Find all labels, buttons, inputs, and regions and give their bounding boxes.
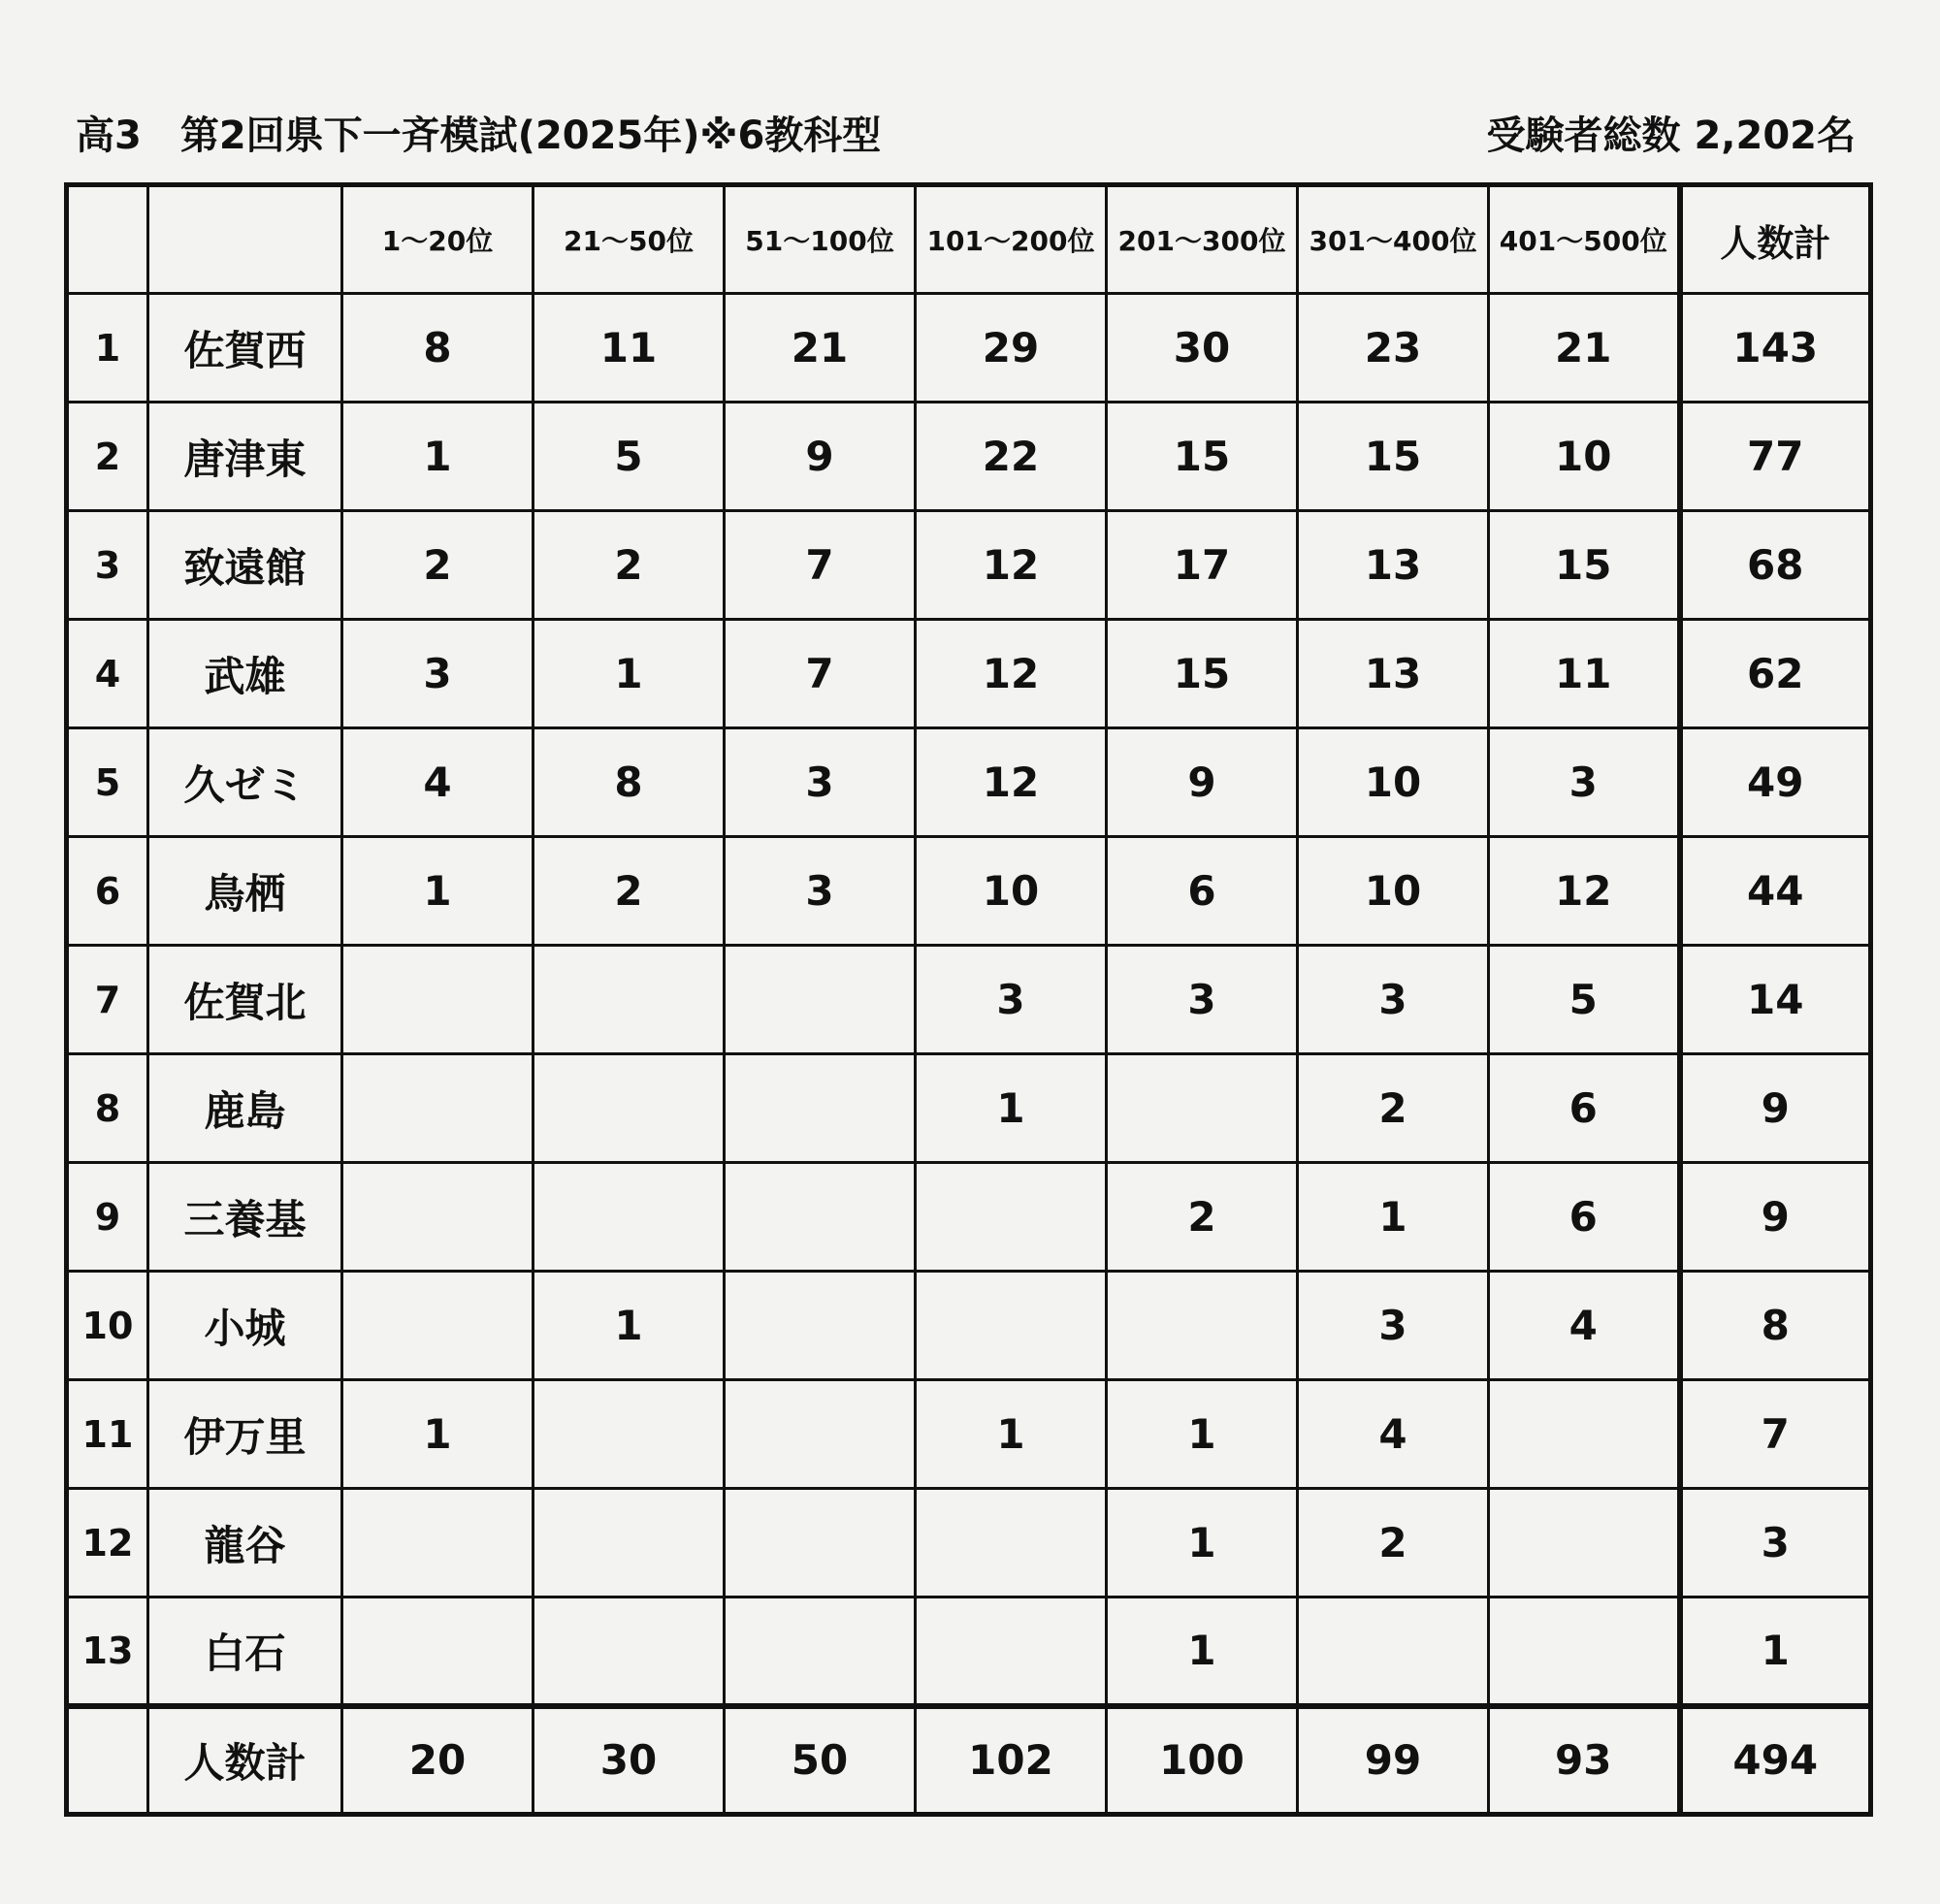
count-cell: 1 — [534, 620, 725, 728]
row-total-cell: 143 — [1680, 294, 1871, 403]
school-cell: 久ゼミ — [148, 728, 342, 837]
count-cell: 3 — [1489, 728, 1680, 837]
count-cell: 6 — [1107, 837, 1298, 946]
column-header-21-50: 21～50位 — [534, 185, 725, 294]
count-cell: 15 — [1489, 511, 1680, 620]
count-cell: 10 — [1298, 837, 1489, 946]
rank-cell: 7 — [67, 946, 148, 1054]
count-cell: 1 — [534, 1272, 725, 1380]
table-row — [67, 1380, 1871, 1489]
table-row — [67, 1272, 1871, 1380]
count-cell: 3 — [1107, 946, 1298, 1054]
count-cell — [1489, 1597, 1680, 1706]
row-total-cell: 1 — [1680, 1597, 1871, 1706]
rank-cell: 12 — [67, 1489, 148, 1597]
count-cell: 1 — [1107, 1380, 1298, 1489]
count-cell: 8 — [534, 728, 725, 837]
row-total-cell: 14 — [1680, 946, 1871, 1054]
table-row — [67, 1597, 1871, 1706]
school-cell: 佐賀北 — [148, 946, 342, 1054]
totals-row — [67, 1706, 1871, 1815]
count-cell — [916, 1163, 1107, 1272]
table-row — [67, 620, 1871, 728]
count-cell: 2 — [1298, 1489, 1489, 1597]
count-cell: 2 — [534, 837, 725, 946]
count-cell: 9 — [725, 403, 916, 511]
count-cell — [534, 1054, 725, 1163]
count-cell — [1298, 1597, 1489, 1706]
count-cell: 11 — [1489, 620, 1680, 728]
column-header-401-500: 401～500位 — [1489, 185, 1680, 294]
rank-cell: 2 — [67, 403, 148, 511]
count-cell: 23 — [1298, 294, 1489, 403]
count-cell — [342, 1489, 534, 1597]
count-cell — [534, 1163, 725, 1272]
count-cell: 13 — [1298, 511, 1489, 620]
count-cell — [342, 946, 534, 1054]
count-cell: 1 — [342, 1380, 534, 1489]
count-cell — [1107, 1054, 1298, 1163]
school-cell: 鹿島 — [148, 1054, 342, 1163]
rank-cell: 6 — [67, 837, 148, 946]
school-cell: 武雄 — [148, 620, 342, 728]
count-cell — [725, 1054, 916, 1163]
count-cell: 22 — [916, 403, 1107, 511]
count-cell — [1489, 1489, 1680, 1597]
table-row — [67, 1054, 1871, 1163]
count-cell: 17 — [1107, 511, 1298, 620]
count-cell: 4 — [1489, 1272, 1680, 1380]
table-row — [67, 837, 1871, 946]
rank-cell: 8 — [67, 1054, 148, 1163]
school-cell: 伊万里 — [148, 1380, 342, 1489]
totals-label-cell: 人数計 — [148, 1706, 342, 1815]
row-total-cell: 9 — [1680, 1163, 1871, 1272]
table-row — [67, 403, 1871, 511]
count-cell: 10 — [1489, 403, 1680, 511]
rank-cell: 5 — [67, 728, 148, 837]
count-cell — [342, 1597, 534, 1706]
count-cell — [534, 1597, 725, 1706]
count-cell: 4 — [342, 728, 534, 837]
school-cell: 小城 — [148, 1272, 342, 1380]
count-cell: 12 — [916, 728, 1107, 837]
count-cell: 15 — [1107, 620, 1298, 728]
count-cell: 13 — [1298, 620, 1489, 728]
column-header-school — [148, 185, 342, 294]
row-total-cell: 49 — [1680, 728, 1871, 837]
count-cell: 29 — [916, 294, 1107, 403]
count-cell: 4 — [1298, 1380, 1489, 1489]
count-cell: 10 — [1298, 728, 1489, 837]
totals-rank-cell — [67, 1706, 148, 1815]
totals-count-cell: 30 — [534, 1706, 725, 1815]
count-cell: 2 — [1107, 1163, 1298, 1272]
count-cell: 3 — [1298, 1272, 1489, 1380]
count-cell: 1 — [1298, 1163, 1489, 1272]
count-cell: 2 — [342, 511, 534, 620]
totals-count-cell: 99 — [1298, 1706, 1489, 1815]
count-cell: 11 — [534, 294, 725, 403]
count-cell: 1 — [1107, 1597, 1298, 1706]
count-cell: 6 — [1489, 1054, 1680, 1163]
count-cell — [534, 1489, 725, 1597]
grand-total-cell: 494 — [1680, 1706, 1871, 1815]
count-cell: 1 — [916, 1380, 1107, 1489]
school-cell: 唐津東 — [148, 403, 342, 511]
rank-cell: 13 — [67, 1597, 148, 1706]
rank-cell: 11 — [67, 1380, 148, 1489]
page-header — [76, 105, 1856, 163]
school-cell: 三養基 — [148, 1163, 342, 1272]
count-cell: 12 — [916, 620, 1107, 728]
table-body — [67, 294, 1871, 1815]
count-cell: 1 — [916, 1054, 1107, 1163]
count-cell — [725, 1489, 916, 1597]
count-cell — [342, 1054, 534, 1163]
rank-cell: 3 — [67, 511, 148, 620]
rank-cell: 10 — [67, 1272, 148, 1380]
row-total-cell: 8 — [1680, 1272, 1871, 1380]
count-cell: 3 — [1298, 946, 1489, 1054]
count-cell: 6 — [1489, 1163, 1680, 1272]
row-total-cell: 9 — [1680, 1054, 1871, 1163]
school-cell: 致遠館 — [148, 511, 342, 620]
totals-count-cell: 50 — [725, 1706, 916, 1815]
count-cell: 12 — [916, 511, 1107, 620]
count-cell — [342, 1163, 534, 1272]
count-cell — [534, 1380, 725, 1489]
table-row — [67, 1163, 1871, 1272]
school-cell: 鳥栖 — [148, 837, 342, 946]
count-cell — [1489, 1380, 1680, 1489]
count-cell: 7 — [725, 620, 916, 728]
column-header-total: 人数計 — [1680, 185, 1871, 294]
page-title: 高3 第2回県下一斉模試(2025年)※6教科型 — [76, 113, 882, 158]
column-header-51-100: 51～100位 — [725, 185, 916, 294]
count-cell: 3 — [916, 946, 1107, 1054]
table-row — [67, 1489, 1871, 1597]
row-total-cell: 77 — [1680, 403, 1871, 511]
column-header-301-400: 301～400位 — [1298, 185, 1489, 294]
count-cell: 3 — [725, 837, 916, 946]
count-cell: 3 — [342, 620, 534, 728]
column-header-rank — [67, 185, 148, 294]
column-header-1-20: 1～20位 — [342, 185, 534, 294]
count-cell: 21 — [725, 294, 916, 403]
count-cell: 15 — [1298, 403, 1489, 511]
ranking-table — [64, 182, 1873, 1817]
row-total-cell: 7 — [1680, 1380, 1871, 1489]
count-cell: 3 — [725, 728, 916, 837]
count-cell — [916, 1272, 1107, 1380]
table-row — [67, 946, 1871, 1054]
rank-cell: 4 — [67, 620, 148, 728]
count-cell: 9 — [1107, 728, 1298, 837]
row-total-cell: 68 — [1680, 511, 1871, 620]
count-cell: 1 — [1107, 1489, 1298, 1597]
row-total-cell: 62 — [1680, 620, 1871, 728]
count-cell: 2 — [1298, 1054, 1489, 1163]
count-cell: 5 — [1489, 946, 1680, 1054]
count-cell: 1 — [342, 837, 534, 946]
count-cell: 1 — [342, 403, 534, 511]
totals-count-cell: 20 — [342, 1706, 534, 1815]
count-cell: 12 — [1489, 837, 1680, 946]
totals-count-cell: 93 — [1489, 1706, 1680, 1815]
count-cell: 15 — [1107, 403, 1298, 511]
count-cell: 30 — [1107, 294, 1298, 403]
count-cell: 10 — [916, 837, 1107, 946]
table-row — [67, 728, 1871, 837]
count-cell — [725, 1163, 916, 1272]
count-cell: 8 — [342, 294, 534, 403]
rank-cell: 1 — [67, 294, 148, 403]
count-cell — [725, 946, 916, 1054]
count-cell: 2 — [534, 511, 725, 620]
column-header-101-200: 101～200位 — [916, 185, 1107, 294]
column-header-201-300: 201～300位 — [1107, 185, 1298, 294]
totals-count-cell: 100 — [1107, 1706, 1298, 1815]
school-cell: 佐賀西 — [148, 294, 342, 403]
count-cell — [534, 946, 725, 1054]
count-cell — [916, 1489, 1107, 1597]
count-cell — [1107, 1272, 1298, 1380]
count-cell: 7 — [725, 511, 916, 620]
count-cell — [725, 1597, 916, 1706]
table-row — [67, 294, 1871, 403]
row-total-cell: 3 — [1680, 1489, 1871, 1597]
count-cell — [725, 1272, 916, 1380]
rank-cell: 9 — [67, 1163, 148, 1272]
count-cell — [725, 1380, 916, 1489]
totals-count-cell: 102 — [916, 1706, 1107, 1815]
table-row — [67, 511, 1871, 620]
total-examinees-label: 受験者総数 2,202名 — [1486, 113, 1856, 158]
count-cell — [916, 1597, 1107, 1706]
count-cell: 21 — [1489, 294, 1680, 403]
row-total-cell: 44 — [1680, 837, 1871, 946]
school-cell: 白石 — [148, 1597, 342, 1706]
school-cell: 龍谷 — [148, 1489, 342, 1597]
count-cell: 5 — [534, 403, 725, 511]
table-header-row — [67, 185, 1871, 294]
count-cell — [342, 1272, 534, 1380]
